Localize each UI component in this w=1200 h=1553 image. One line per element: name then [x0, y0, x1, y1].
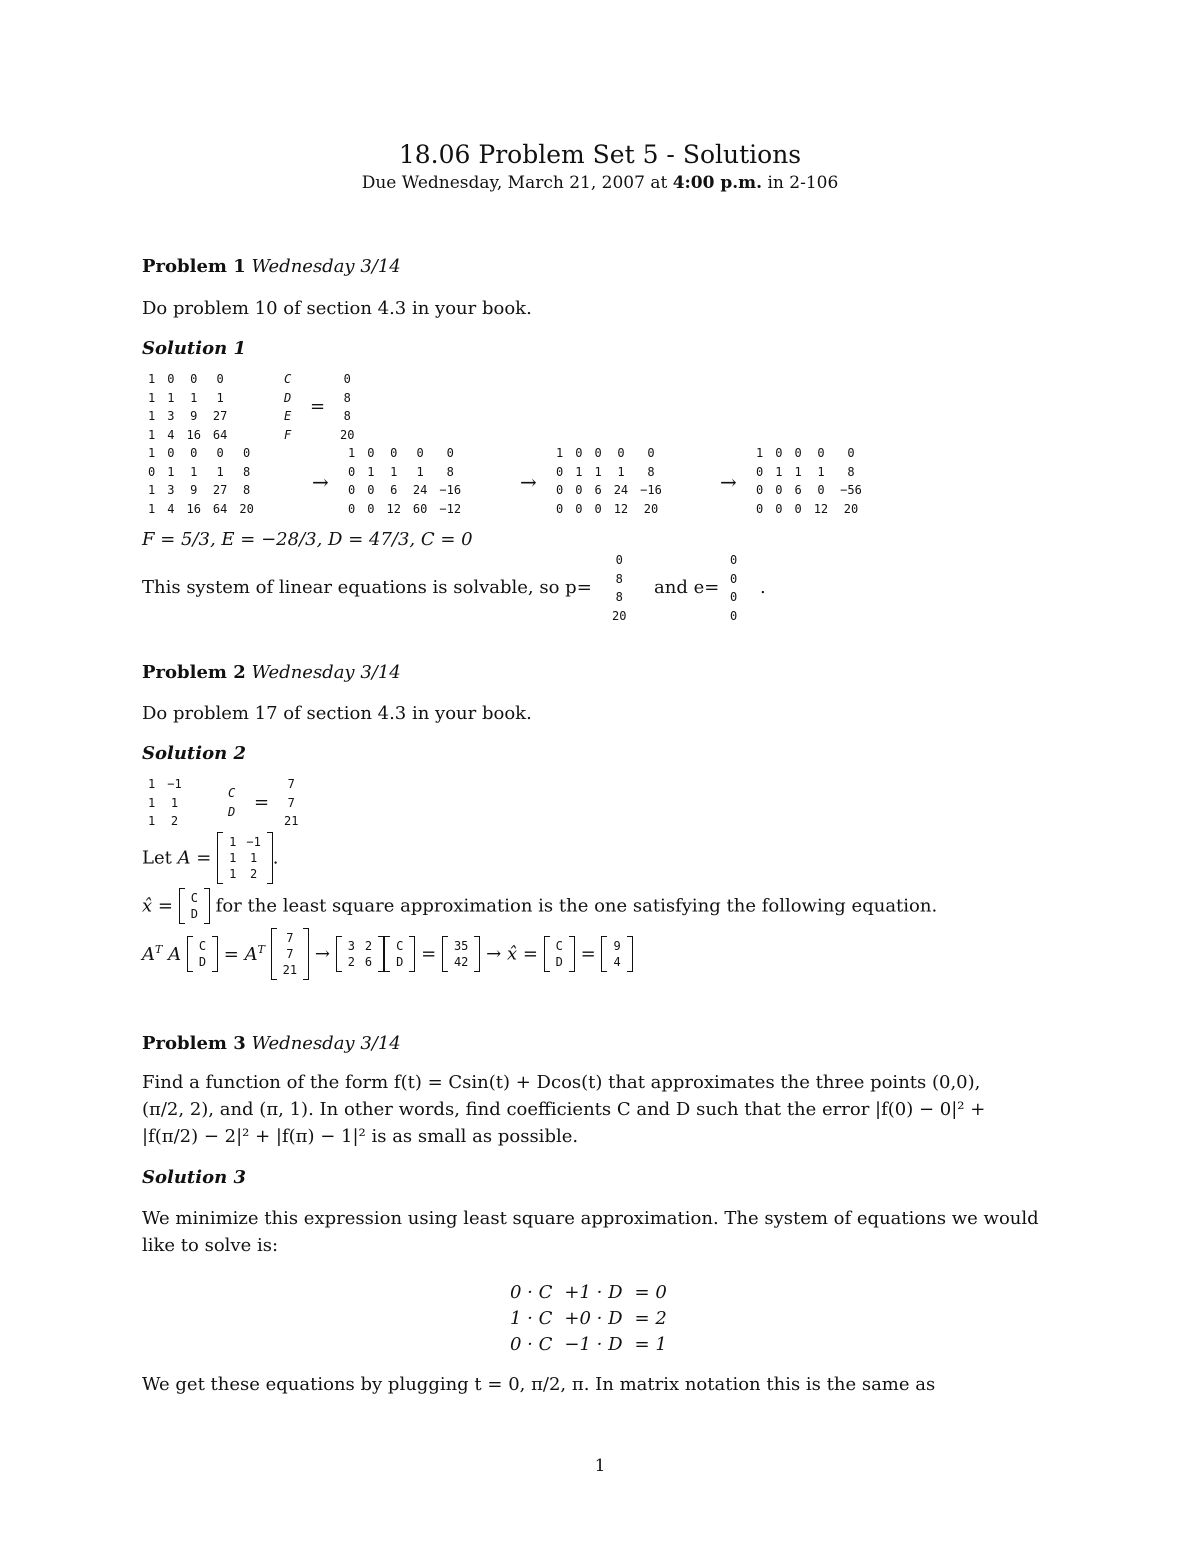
matrix-entry: 0 [575, 446, 583, 461]
matrix-entry: 8 [615, 571, 623, 586]
matrix-entry: D [284, 390, 292, 405]
matrix-entry: 1 [148, 795, 156, 810]
matrix-entry: C [190, 891, 198, 905]
matrix-entry: 4 [613, 955, 621, 969]
matrix-entry: 1 [348, 446, 356, 461]
matrix-entry: 1 [556, 446, 564, 461]
matrix-entry: 0 [775, 501, 783, 516]
matrix-entry: 1 [390, 464, 398, 479]
matrix-entry: 0 [167, 372, 175, 387]
matrix-entry: 0 [730, 571, 738, 586]
problem-3-line-2: (π/2, 2), and (π, 1). In other words, find coefficients C and D such that the error |f(0) − 0|² + [142, 1099, 986, 1120]
page-number: 1 [594, 1456, 606, 1476]
matrix-entry: 0 [617, 446, 625, 461]
solution-3-line-2: like to solve is: [142, 1235, 279, 1256]
matrix-entry: 1 [216, 464, 224, 479]
matrix-entry: 1 [148, 814, 156, 829]
equation-term: = 0 [634, 1281, 667, 1303]
matrix-entry: 24 [412, 483, 428, 498]
matrix-entry: 9 [613, 939, 621, 953]
matrix-entry: D [190, 907, 198, 921]
matrix-entry: 0 [216, 446, 224, 461]
matrix-entry: 0 [367, 501, 375, 516]
matrix-entry: 1 [794, 464, 802, 479]
matrix-entry: 64 [212, 427, 228, 442]
matrix-entry: D [396, 955, 404, 969]
solution-3-heading: Solution 3 [142, 1167, 246, 1188]
matrix-entry: 6 [794, 483, 802, 498]
solution-2-heading: Solution 2 [142, 743, 246, 764]
matrix-entry: 0 [348, 501, 356, 516]
matrix-entry: 9 [190, 409, 198, 424]
matrix-entry: 3 [167, 409, 175, 424]
subtitle: Due Wednesday, March 21, 2007 at 4:00 p.m. in 2-106 [361, 173, 839, 193]
solution-1-heading: Solution 1 [142, 338, 246, 359]
matrix-entry: 1 [148, 427, 156, 442]
matrix-entry: 8 [847, 464, 855, 479]
matrix-entry: 0 [756, 501, 764, 516]
matrix-entry: 0 [594, 501, 602, 516]
matrix-entry: 1 [249, 851, 258, 865]
matrix-entry: 0 [775, 446, 783, 461]
matrix-entry: 3 [167, 483, 175, 498]
matrix-entry: D [555, 955, 563, 969]
matrix-entry: 20 [239, 501, 254, 516]
matrix-entry: 0 [817, 483, 825, 498]
problem-1-text: Do problem 10 of section 4.3 in your book. [142, 298, 532, 319]
matrix-entry: −16 [439, 483, 462, 498]
matrix-entry: 20 [843, 501, 859, 516]
sol1-augmented-1 [342, 444, 467, 518]
matrix-entry: 4 [167, 427, 175, 442]
matrix-entry: 1 [190, 464, 198, 479]
matrix-entry: 7 [287, 777, 295, 792]
matrix-entry: 1 [229, 835, 237, 849]
matrix-entry: 0 [446, 446, 454, 461]
page-title: 18.06 Problem Set 5 - Solutions [398, 140, 802, 169]
matrix-entry: 0 [775, 483, 783, 498]
matrix-entry: 2 [364, 939, 373, 953]
sol1-vector-p [606, 551, 632, 625]
sol1-vector-e [724, 551, 743, 625]
matrix-entry: 6 [390, 483, 398, 498]
matrix-entry: C [284, 372, 292, 387]
matrix-entry: 0 [167, 446, 175, 461]
matrix-entry: 4 [167, 501, 175, 516]
matrix-entry: 6 [364, 955, 373, 969]
matrix-entry: 0 [730, 553, 738, 568]
matrix-entry: 35 [453, 939, 469, 953]
matrix-entry: 20 [340, 427, 355, 442]
matrix-entry: 1 [756, 446, 764, 461]
matrix-entry: 1 [148, 483, 156, 498]
problem-3-line-3: |f(π/2) − 2|² + |f(π) − 1|² is as small as possible. [142, 1126, 579, 1147]
matrix-entry: 3 [347, 939, 355, 953]
arrow-icon: → [720, 470, 737, 494]
matrix-entry: 8 [242, 464, 251, 479]
matrix-entry: 0 [148, 464, 156, 479]
arrow-icon: → [312, 470, 329, 494]
sol1-text-b: and e= [654, 577, 720, 598]
matrix-entry: 0 [556, 483, 564, 498]
matrix-entry: 1 [167, 390, 175, 405]
matrix-entry: 1 [170, 795, 179, 810]
matrix-entry: 2 [249, 867, 258, 881]
matrix-entry: 0 [367, 483, 375, 498]
matrix-entry: 0 [367, 446, 375, 461]
sol1-augmented-0 [142, 444, 260, 518]
problem-2-text: Do problem 17 of section 4.3 in your book. [142, 703, 532, 724]
solution-3-equation-system [504, 1279, 673, 1357]
matrix-entry: 0 [615, 553, 623, 568]
equation-term: 1 · C [510, 1307, 553, 1329]
matrix-entry: 21 [284, 814, 299, 829]
matrix-entry: 1 [148, 390, 156, 405]
matrix-entry: 1 [416, 464, 424, 479]
matrix-entry: 0 [575, 483, 583, 498]
matrix-entry: 1 [148, 777, 156, 792]
matrix-entry: 42 [453, 955, 469, 969]
matrix-entry: 1 [148, 501, 156, 516]
matrix-entry: 0 [242, 446, 251, 461]
matrix-entry: 0 [348, 483, 356, 498]
matrix-entry: 0 [756, 464, 764, 479]
matrix-entry: 6 [594, 483, 602, 498]
matrix-entry: 0 [416, 446, 424, 461]
sol2-vector-x [222, 784, 241, 821]
matrix-entry: 0 [756, 483, 764, 498]
matrix-entry: 0 [730, 590, 738, 605]
matrix-entry: 0 [190, 372, 198, 387]
matrix-entry: −1 [167, 777, 182, 792]
problem-2-heading: Problem 2 Wednesday 3/14 [142, 662, 401, 683]
matrix-entry: 8 [343, 390, 351, 405]
matrix-entry: C [228, 786, 236, 801]
equals-sign: = [310, 396, 326, 417]
matrix-entry: 1 [148, 446, 156, 461]
sol1-augmented-2 [550, 444, 668, 518]
equation-term: +0 · D [564, 1307, 623, 1329]
solution-3-last-line: We get these equations by plugging t = 0, π/2, π. In matrix notation this is the same as [142, 1374, 936, 1395]
matrix-entry: 0 [190, 446, 198, 461]
sol1-vector-b [334, 370, 360, 444]
sol2-let: Let A = 1 −1 1 1 1 2 . [142, 832, 279, 884]
matrix-entry: 12 [813, 501, 829, 516]
matrix-entry: 1 [190, 390, 198, 405]
matrix-entry: 20 [612, 608, 627, 623]
matrix-entry: 1 [229, 851, 237, 865]
matrix-entry: 2 [347, 955, 355, 969]
matrix-entry: 0 [575, 501, 583, 516]
sol1-vector-x [278, 370, 297, 444]
matrix-entry: C [396, 939, 404, 953]
matrix-entry: E [284, 409, 292, 424]
matrix-entry: 1 [775, 464, 783, 479]
matrix-entry: 0 [847, 446, 855, 461]
matrix-entry: 1 [148, 372, 156, 387]
matrix-entry: 1 [575, 464, 583, 479]
equation-term: −1 · D [564, 1333, 623, 1355]
matrix-entry: 1 [148, 409, 156, 424]
matrix-entry: −56 [840, 483, 862, 498]
matrix-entry: 0 [216, 372, 224, 387]
matrix-entry: −16 [640, 483, 662, 498]
matrix-entry: 8 [615, 590, 623, 605]
equation-term: = 2 [634, 1307, 667, 1329]
arrow-icon: → [520, 470, 537, 494]
matrix-entry: 27 [212, 483, 228, 498]
matrix-entry: C [555, 939, 563, 953]
matrix-entry: 2 [170, 814, 179, 829]
matrix-entry: 1 [594, 464, 602, 479]
problem-1-heading: Problem 1 Wednesday 3/14 [142, 256, 401, 277]
matrix-entry: 0 [794, 446, 802, 461]
matrix-entry: 27 [212, 409, 228, 424]
solution-3-line-1: We minimize this expression using least square approximation. The system of equations we would [142, 1208, 1039, 1229]
matrix-entry: 8 [647, 464, 655, 479]
matrix-entry: 1 [817, 464, 825, 479]
matrix-entry: 16 [186, 427, 201, 442]
matrix-entry: 8 [343, 409, 351, 424]
matrix-entry: 20 [643, 501, 659, 516]
matrix-entry: −1 [246, 835, 261, 849]
matrix-entry: 1 [367, 464, 375, 479]
matrix-entry: 8 [446, 464, 454, 479]
matrix-entry: 0 [647, 446, 655, 461]
matrix-entry: 1 [167, 464, 175, 479]
matrix-entry: 1 [617, 464, 625, 479]
matrix-entry: 16 [186, 501, 201, 516]
sol2-xhat-line: x̂ = C D for the least square approximation is the one satisfying the following equation. [142, 888, 937, 924]
sol1-augmented-3 [750, 444, 868, 518]
equation-term: 0 · C [510, 1333, 553, 1355]
matrix-entry: F [284, 427, 292, 442]
matrix-entry: 0 [343, 372, 351, 387]
matrix-entry: 0 [348, 464, 356, 479]
sol1-text-c: . [760, 577, 766, 598]
matrix-entry: 9 [190, 483, 198, 498]
matrix-entry: 0 [594, 446, 602, 461]
sol2-vector-b [278, 775, 304, 831]
equation-term: 0 · C [510, 1281, 553, 1303]
matrix-entry: 1 [216, 390, 224, 405]
problem-3-line-1: Find a function of the form f(t) = Csin(t) + Dcos(t) that approximates the three points (0,0), [142, 1072, 981, 1093]
matrix-entry: 0 [817, 446, 825, 461]
matrix-entry: 21 [282, 963, 298, 977]
equation-term: = 1 [634, 1333, 667, 1355]
matrix-entry: 0 [794, 501, 802, 516]
matrix-entry: 12 [386, 501, 401, 516]
sol2-let-matrix [217, 832, 273, 884]
matrix-entry: −12 [439, 501, 462, 516]
matrix-entry: 64 [212, 501, 228, 516]
matrix-entry: 0 [556, 501, 564, 516]
matrix-entry: 8 [242, 483, 251, 498]
sol2-matrix-a [142, 775, 188, 831]
problem-3-heading: Problem 3 Wednesday 3/14 [142, 1033, 401, 1054]
matrix-entry: 7 [286, 931, 294, 945]
matrix-entry: D [228, 804, 236, 819]
matrix-entry: 24 [613, 483, 629, 498]
matrix-entry: C [198, 939, 207, 953]
matrix-entry: 0 [556, 464, 564, 479]
matrix-entry: 12 [613, 501, 629, 516]
matrix-entry: D [198, 955, 207, 969]
matrix-entry: 7 [286, 947, 294, 961]
matrix-entry: 0 [730, 608, 738, 623]
matrix-entry: 0 [390, 446, 398, 461]
sol1-matrix-a [142, 370, 233, 444]
equation-term: +1 · D [564, 1281, 623, 1303]
sol1-text-a: This system of linear equations is solvable, so p= [142, 577, 592, 598]
sol2-normal-equation: $A^T$ A C D = $A^T$ 7 7 21 → 3 2 2 6 C D = 35 42 → x̂ = C D = 9 4 [142, 928, 633, 980]
matrix-entry: 60 [412, 501, 428, 516]
equals-sign: = [254, 792, 270, 813]
sol1-result: F = 5/3, E = −28/3, D = 47/3, C = 0 [142, 529, 473, 550]
matrix-entry: 7 [287, 795, 295, 810]
matrix-entry: 1 [229, 867, 237, 881]
